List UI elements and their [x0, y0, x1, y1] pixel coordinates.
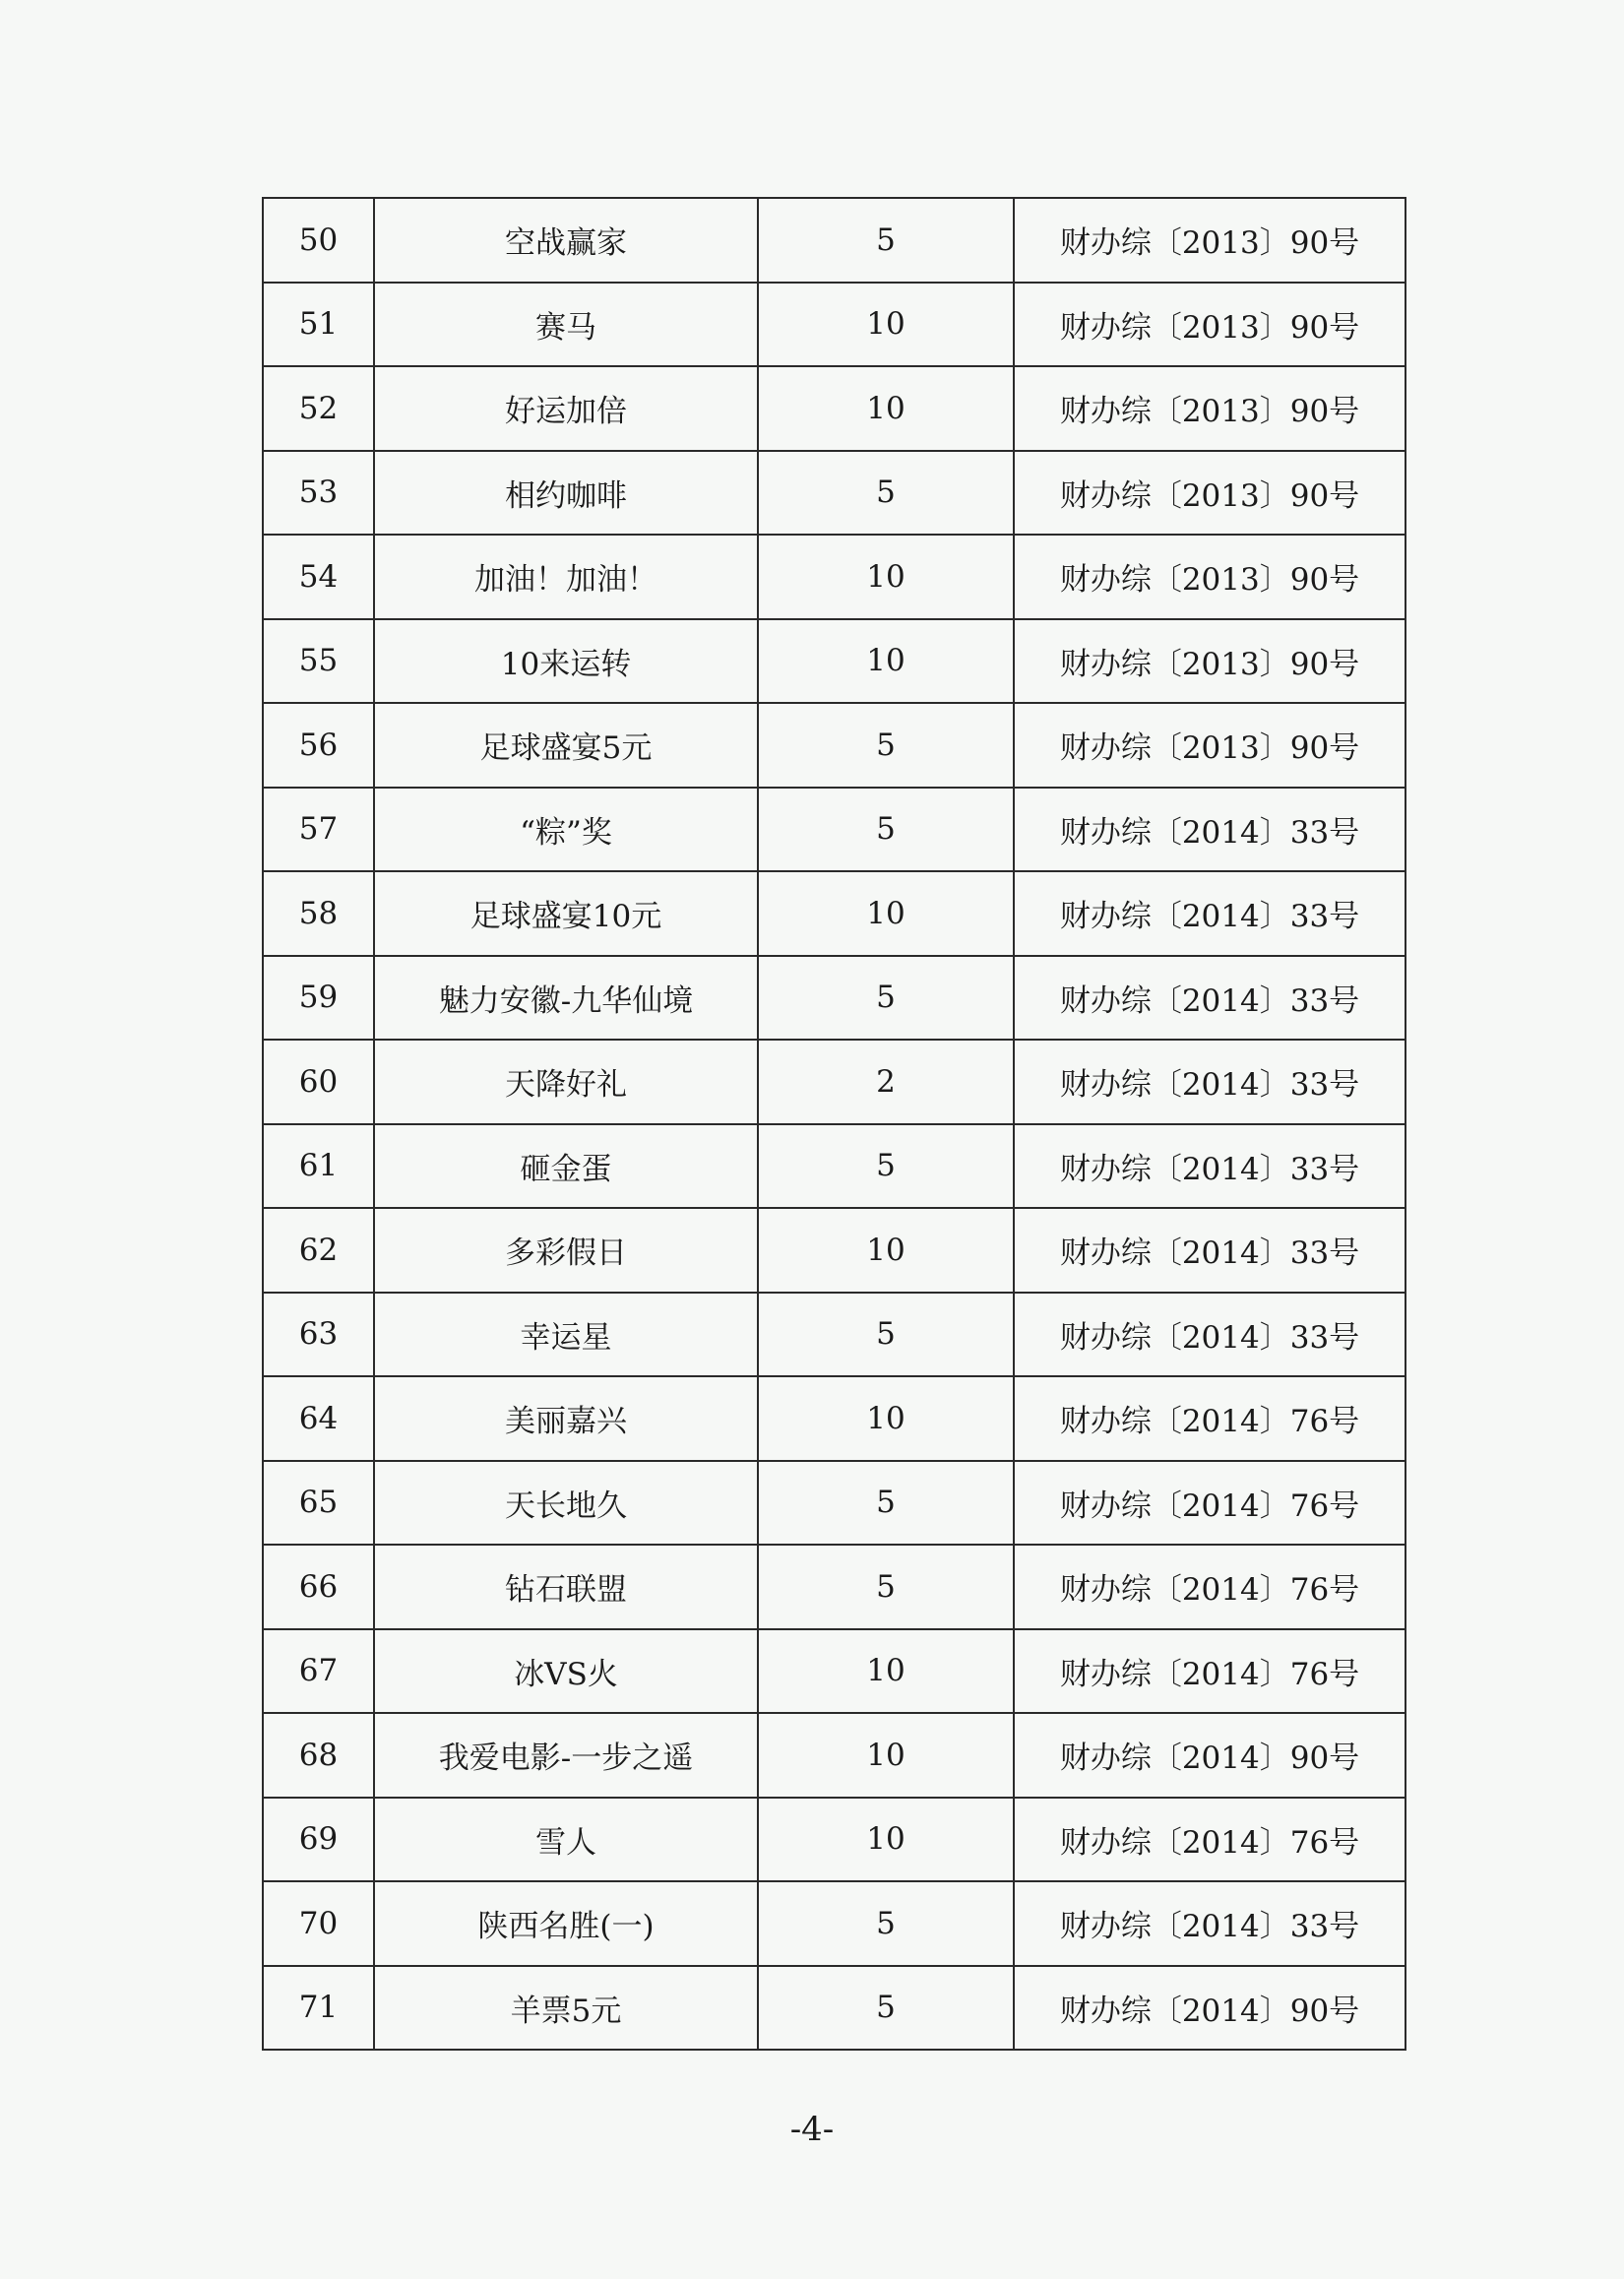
table-row	[263, 619, 1405, 704]
row-number-cell: 58	[263, 871, 374, 956]
face-value-cell: 5	[758, 1124, 1014, 1209]
row-number-cell: 66	[263, 1545, 374, 1629]
document-number-cell: 财办综〔2014〕33号	[1014, 1124, 1405, 1209]
table-row	[263, 1040, 1405, 1124]
row-number-cell: 60	[263, 1040, 374, 1124]
game-name-cell: 多彩假日	[374, 1208, 758, 1293]
game-name-cell: 我爱电影-一步之遥	[374, 1713, 758, 1798]
document-number-cell: 财办综〔2013〕90号	[1014, 366, 1405, 451]
table-body	[263, 198, 1405, 2050]
row-number-cell: 65	[263, 1461, 374, 1546]
game-name-cell: 赛马	[374, 283, 758, 367]
document-number-cell: 财办综〔2013〕90号	[1014, 283, 1405, 367]
row-number-cell: 61	[263, 1124, 374, 1209]
table-row	[263, 871, 1405, 956]
game-name-cell: 10来运转	[374, 619, 758, 704]
document-number-cell: 财办综〔2014〕33号	[1014, 956, 1405, 1041]
table-row	[263, 283, 1405, 367]
row-number-cell: 59	[263, 956, 374, 1041]
row-number-cell: 55	[263, 619, 374, 704]
game-name-cell: 雪人	[374, 1798, 758, 1882]
face-value-cell: 5	[758, 1966, 1014, 2051]
face-value-cell: 10	[758, 1376, 1014, 1461]
document-number-cell: 财办综〔2014〕76号	[1014, 1629, 1405, 1714]
game-name-cell: “粽”奖	[374, 788, 758, 872]
table-row	[263, 1376, 1405, 1461]
table-row	[263, 956, 1405, 1041]
document-number-cell: 财办综〔2014〕33号	[1014, 1293, 1405, 1377]
table-row	[263, 451, 1405, 536]
table-row	[263, 703, 1405, 788]
document-number-cell: 财办综〔2013〕90号	[1014, 535, 1405, 619]
face-value-cell: 5	[758, 198, 1014, 283]
row-number-cell: 63	[263, 1293, 374, 1377]
game-name-cell: 相约咖啡	[374, 451, 758, 536]
document-number-cell: 财办综〔2014〕33号	[1014, 871, 1405, 956]
table-row	[263, 198, 1405, 283]
game-name-cell: 魅力安徽-九华仙境	[374, 956, 758, 1041]
face-value-cell: 10	[758, 1713, 1014, 1798]
row-number-cell: 67	[263, 1629, 374, 1714]
face-value-cell: 10	[758, 366, 1014, 451]
document-number-cell: 财办综〔2014〕76号	[1014, 1461, 1405, 1546]
document-number-cell: 财办综〔2014〕33号	[1014, 1040, 1405, 1124]
game-name-cell: 好运加倍	[374, 366, 758, 451]
game-name-cell: 空战赢家	[374, 198, 758, 283]
lottery-table	[262, 197, 1406, 2051]
row-number-cell: 68	[263, 1713, 374, 1798]
table-row	[263, 1545, 1405, 1629]
row-number-cell: 69	[263, 1798, 374, 1882]
row-number-cell: 53	[263, 451, 374, 536]
face-value-cell: 10	[758, 283, 1014, 367]
row-number-cell: 54	[263, 535, 374, 619]
face-value-cell: 10	[758, 1208, 1014, 1293]
document-number-cell: 财办综〔2013〕90号	[1014, 703, 1405, 788]
row-number-cell: 56	[263, 703, 374, 788]
table-row	[263, 1124, 1405, 1209]
table-row	[263, 1798, 1405, 1882]
document-number-cell: 财办综〔2014〕76号	[1014, 1545, 1405, 1629]
game-name-cell: 足球盛宴10元	[374, 871, 758, 956]
document-number-cell: 财办综〔2014〕90号	[1014, 1713, 1405, 1798]
face-value-cell: 5	[758, 1293, 1014, 1377]
document-number-cell: 财办综〔2013〕90号	[1014, 451, 1405, 536]
game-name-cell: 天降好礼	[374, 1040, 758, 1124]
document-number-cell: 财办综〔2014〕76号	[1014, 1798, 1405, 1882]
table-row	[263, 1629, 1405, 1714]
table-row	[263, 1293, 1405, 1377]
game-name-cell: 钻石联盟	[374, 1545, 758, 1629]
row-number-cell: 70	[263, 1881, 374, 1966]
row-number-cell: 62	[263, 1208, 374, 1293]
table-row	[263, 1461, 1405, 1546]
table-row	[263, 1881, 1405, 1966]
face-value-cell: 10	[758, 871, 1014, 956]
game-name-cell: 足球盛宴5元	[374, 703, 758, 788]
face-value-cell: 10	[758, 1629, 1014, 1714]
document-number-cell: 财办综〔2014〕33号	[1014, 1881, 1405, 1966]
face-value-cell: 2	[758, 1040, 1014, 1124]
game-name-cell: 陕西名胜(一)	[374, 1881, 758, 1966]
table-row	[263, 535, 1405, 619]
table-row	[263, 1713, 1405, 1798]
table-row	[263, 366, 1405, 451]
document-number-cell: 财办综〔2013〕90号	[1014, 619, 1405, 704]
document-number-cell: 财办综〔2014〕90号	[1014, 1966, 1405, 2051]
row-number-cell: 50	[263, 198, 374, 283]
table-row	[263, 788, 1405, 872]
document-number-cell: 财办综〔2013〕90号	[1014, 198, 1405, 283]
table-row	[263, 1208, 1405, 1293]
face-value-cell: 10	[758, 619, 1014, 704]
game-name-cell: 美丽嘉兴	[374, 1376, 758, 1461]
table-row	[263, 1966, 1405, 2051]
row-number-cell: 71	[263, 1966, 374, 2051]
page-number: -4-	[789, 2110, 835, 2149]
game-name-cell: 冰VS火	[374, 1629, 758, 1714]
row-number-cell: 51	[263, 283, 374, 367]
face-value-cell: 10	[758, 535, 1014, 619]
row-number-cell: 52	[263, 366, 374, 451]
game-name-cell: 羊票5元	[374, 1966, 758, 2051]
face-value-cell: 5	[758, 956, 1014, 1041]
face-value-cell: 10	[758, 1798, 1014, 1882]
game-name-cell: 幸运星	[374, 1293, 758, 1377]
face-value-cell: 5	[758, 1545, 1014, 1629]
face-value-cell: 5	[758, 788, 1014, 872]
face-value-cell: 5	[758, 1461, 1014, 1546]
game-name-cell: 砸金蛋	[374, 1124, 758, 1209]
document-number-cell: 财办综〔2014〕33号	[1014, 1208, 1405, 1293]
game-name-cell: 天长地久	[374, 1461, 758, 1546]
document-number-cell: 财办综〔2014〕33号	[1014, 788, 1405, 872]
face-value-cell: 5	[758, 703, 1014, 788]
row-number-cell: 57	[263, 788, 374, 872]
game-name-cell: 加油！加油！	[374, 535, 758, 619]
document-number-cell: 财办综〔2014〕76号	[1014, 1376, 1405, 1461]
row-number-cell: 64	[263, 1376, 374, 1461]
face-value-cell: 5	[758, 1881, 1014, 1966]
face-value-cell: 5	[758, 451, 1014, 536]
